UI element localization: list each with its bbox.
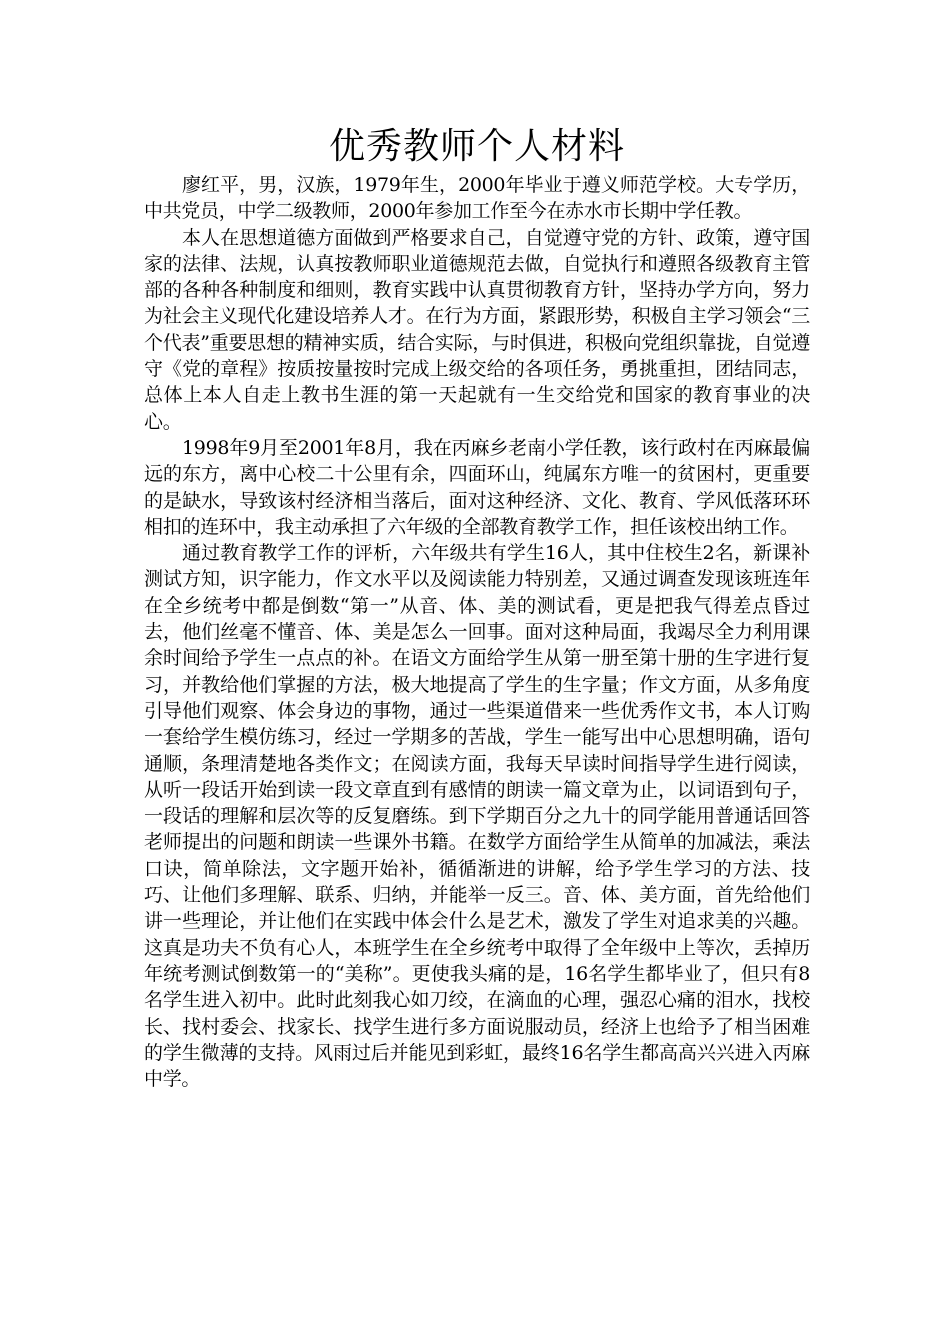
paragraph-personal-info: 廖红平，男，汉族，1979年生，2000年毕业于遵义师范学校。大专学历，中共党员，中学二级教师，2000年参加工作至今在赤水市长期中学任教。 (144, 174, 810, 223)
document-title: 优秀教师个人材料 (328, 126, 625, 167)
paragraph-teaching-assignment: 1998年9月至2001年8月，我在丙麻乡老南小学任教，该行政村在丙麻最偏远的东方，离中心校二十公里有余，四面环山，纯属东方唯一的贫困村，更重要的是缺水，导致该村经济相当落后，面对这种经济、文化、教育、学风低落环环相扣的连环中，我主动承担了六年级的全部教育教学工作，担任该校出纳工作。 (144, 436, 810, 538)
document-body (144, 122, 810, 1092)
paragraph-ideology-conduct: 本人在思想道德方面做到严格要求自己，自觉遵守党的方针、政策，遵守国家的法律、法规，认真按教师职业道德规范去做，自觉执行和遵照各级教育主管部的各种各种制度和细则，教育实践中认真贯彻教育方针，坚持办学方向，努力为社会主义现代化建设培养人才。在行为方面，紧跟形势，积极自主学习领会“三个代表”重要思想的精神实质，结合实际，与时俱进，积极向党组织靠拢，自觉遵守《党的章程》按质按量按时完成上级交给的各项任务，勇挑重担，团结同志，总体上本人自走上教书生涯的第一天起就有一生交给党和国家的教育事业的决心。 (144, 226, 810, 433)
paragraph-teaching-results: 通过教育教学工作的评析，六年级共有学生16人，其中住校生2名，新课补测试方知，识字能力，作文水平以及阅读能力特别差，又通过调查发现该班连年在全乡统考中都是倒数“第一”从音、体、美的测试看，更是把我气得差点昏过去，他们丝毫不懂音、体、美是怎么一回事。面对这种局面，我竭尽全力利用课余时间给予学生一点点的补。在语文方面给学生从第一册至第十册的生字进行复习，并教给他们掌握的方法，极大地提高了学生的生字量；作文方面，从多角度引导他们观察、体会身边的事物，通过一些渠道借来一些优秀作文书，本人订购一套给学生模仿练习，经过一学期多的苦战，学生一能写出中心思想明确，语句通顺，条理清楚地各类作文；在阅读方面，我每天早读时间指导学生进行阅读，从听一段话开始到读一段文章直到有感情的朗读一篇文章为止，以词语到句子，一段话的理解和层次等的反复磨练。到下学期百分之九十的同学能用普通话回答老师提出的问题和朗读一些课外书籍。在数学方面给学生从简单的加减法，乘法口诀，简单除法，文字题开始补，循循渐进的讲解，给予学生学习的方法、技巧、让他们多理解、联系、归纳，并能举一反三。音、体、美方面，首先给他们讲一些理论，并让他们在实践中体会什么是艺术，激发了学生对追求美的兴趣。这真是功夫不负有心人，本班学生在全乡统考中取得了全年级中上等次，丢掉历年统考测试倒数第一的“美称”。更使我头痛的是，16名学生都毕业了，但只有8名学生进入初中。此时此刻我心如刀绞，在滴血的心理，强忍心痛的泪水，找校长、找村委会、找家长、找学生进行多方面说服动员，经济上也给予了相当困难的学生微薄的支持。风雨过后并能见到彩虹，最终16名学生都高高兴兴进入丙麻中学。 (144, 542, 810, 1091)
